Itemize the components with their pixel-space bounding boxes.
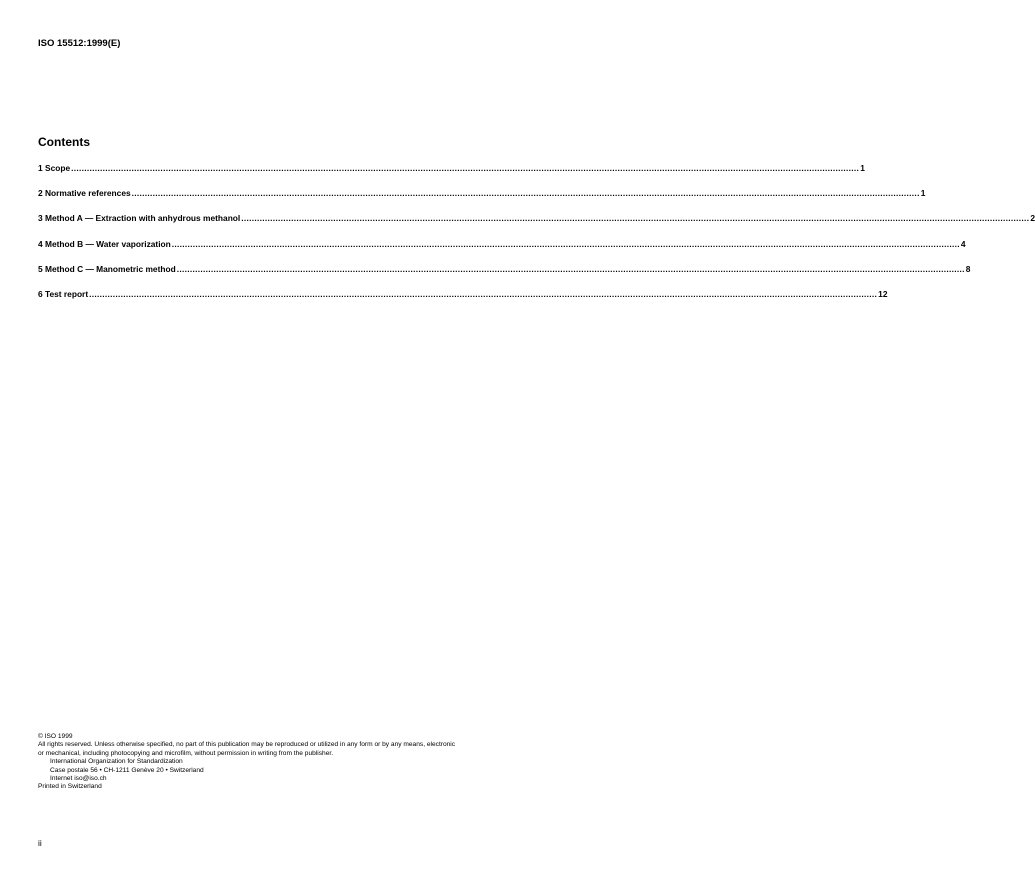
- toc-entry-title: 6 Test report: [38, 288, 89, 299]
- toc-entry-method-a[interactable]: [38, 213, 1035, 225]
- toc-entry-page: 4: [960, 238, 966, 249]
- toc-entry-method-c[interactable]: [38, 263, 971, 276]
- toc-entry-method-b[interactable]: [38, 238, 966, 251]
- printed-location: Printed in Switzerland: [38, 783, 102, 791]
- toc-leader-dots: ............................................................................................................................................................................................................................................................................................................: [241, 213, 1030, 224]
- organization-internet: Internet iso@iso.ch: [50, 775, 107, 783]
- toc-entry-page: 1: [920, 188, 926, 199]
- document-header: [38, 38, 120, 49]
- rights-statement-line-1: All rights reserved. Unless otherwise specified, no part of this publication may be reproduced or utilized in any form or by any means, electronic: [38, 741, 456, 749]
- rights-statement-line-2: or mechanical, including photocopying and microfilm, without permission in writing from the publisher.: [38, 749, 334, 757]
- toc-entry-title: 4 Method B — Water vaporization: [38, 238, 171, 249]
- toc-entry-test-report[interactable]: [38, 288, 888, 301]
- toc-leader-dots: ............................................................................................................................................................................................................................................................................................................: [71, 163, 860, 173]
- toc-entry-title: 3 Method A — Extraction with anhydrous methanol: [38, 213, 241, 224]
- organization-name: International Organization for Standardization: [50, 758, 183, 766]
- toc-entry-page: 2: [1030, 213, 1035, 224]
- copyright-block: [38, 733, 583, 792]
- organization-address: Case postale 56 • CH-1211 Genève 20 • Switzerland: [50, 766, 204, 774]
- toc-entry-title: 5 Method C — Manometric method: [38, 263, 176, 274]
- toc-leader-dots: ............................................................................................................................................................................................................................................................................................................: [89, 288, 878, 299]
- toc-entry-scope[interactable]: [38, 163, 865, 175]
- toc-leader-dots: ............................................................................................................................................................................................................................................................................................................: [171, 238, 960, 249]
- toc-leader-dots: ............................................................................................................................................................................................................................................................................................................: [131, 188, 920, 199]
- page-number: ii: [38, 838, 42, 848]
- toc-entry-normative-references[interactable]: [38, 188, 926, 200]
- toc-entry-page: 12: [878, 288, 888, 299]
- toc-entry-title: 2 Normative references: [38, 188, 131, 199]
- table-of-contents: [38, 163, 1035, 314]
- toc-entry-page: 1: [860, 163, 865, 173]
- document-id: ISO 15512:1999(E): [38, 38, 121, 49]
- copyright-notice: © ISO 1999: [38, 733, 73, 740]
- toc-entry-page: 8: [965, 263, 971, 274]
- toc-leader-dots: ............................................................................................................................................................................................................................................................................................................: [176, 263, 965, 274]
- contents-heading: Contents: [38, 135, 90, 149]
- toc-entry-title: 1 Scope: [38, 163, 71, 173]
